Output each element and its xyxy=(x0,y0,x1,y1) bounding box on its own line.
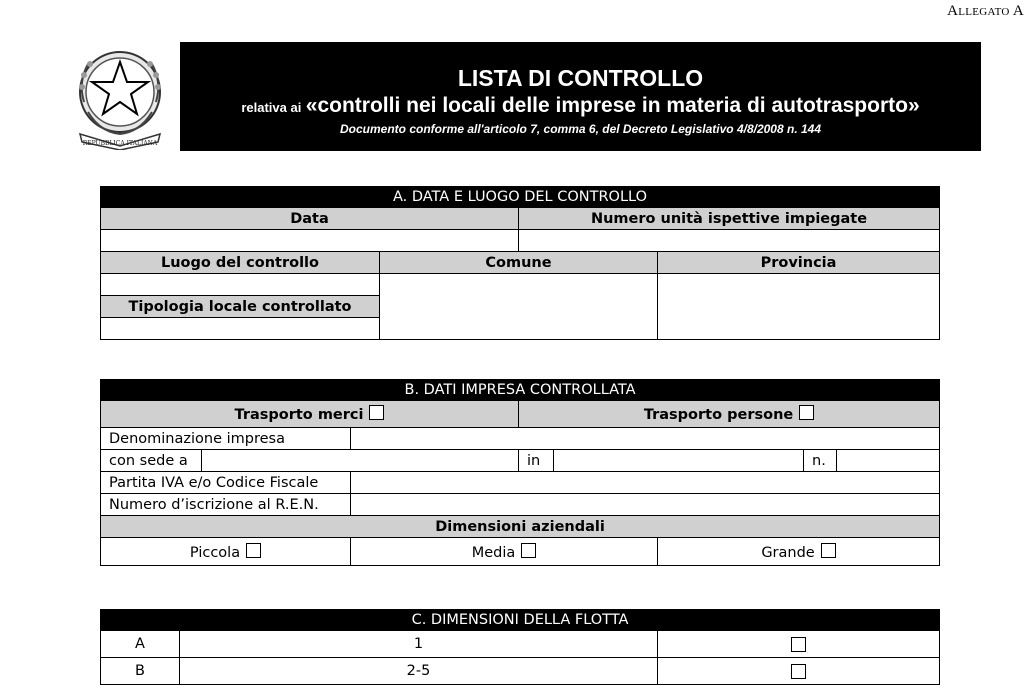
section-c-table xyxy=(100,609,940,685)
media-option xyxy=(351,538,658,566)
n-field[interactable] xyxy=(837,450,940,472)
document-title: LISTA DI CONTROLLO xyxy=(457,65,704,91)
denominazione-label: Denominazione impresa xyxy=(101,428,351,450)
svg-text:REPUBBLICA ITALIANA: REPUBBLICA ITALIANA xyxy=(82,140,158,147)
italian-republic-emblem-icon xyxy=(70,42,170,150)
numero-unita-field[interactable] xyxy=(519,230,940,252)
trasporto-merci-checkbox[interactable] xyxy=(369,405,384,420)
trasporto-merci-option xyxy=(101,401,519,428)
document-subtitle xyxy=(180,93,981,121)
numero-ren-field[interactable] xyxy=(351,494,940,516)
media-label: Media xyxy=(471,544,516,561)
comune-label: Comune xyxy=(380,252,658,274)
section-a-table xyxy=(100,186,940,340)
trasporto-merci-label: Trasporto merci xyxy=(234,407,364,423)
comune-field[interactable] xyxy=(380,274,658,340)
trasporto-persone-checkbox[interactable] xyxy=(799,405,814,420)
fleet-row xyxy=(101,631,940,658)
con-sede-field[interactable] xyxy=(202,450,519,472)
document-header xyxy=(180,42,981,151)
dimensioni-label: Dimensioni aziendali xyxy=(101,516,940,538)
piccola-checkbox[interactable] xyxy=(246,543,261,558)
fleet-letter: B xyxy=(101,658,180,685)
luogo-field[interactable] xyxy=(101,274,380,296)
fleet-option xyxy=(658,631,940,658)
grande-checkbox[interactable] xyxy=(821,543,836,558)
provincia-field[interactable] xyxy=(658,274,940,340)
fleet-option xyxy=(658,658,940,685)
luogo-label: Luogo del controllo xyxy=(101,252,380,274)
tipologia-field[interactable] xyxy=(101,318,380,340)
subtitle-prefix: relativa ai xyxy=(241,100,302,115)
in-field[interactable] xyxy=(554,450,804,472)
trasporto-persone-label: Trasporto persone xyxy=(643,407,794,423)
n-label: n. xyxy=(804,450,837,472)
document-note: Documento conforme all'articolo 7, comma 6, del Decreto Legislativo 4/8/2008 n. 144 xyxy=(339,122,822,136)
provincia-label: Provincia xyxy=(658,252,940,274)
data-field[interactable] xyxy=(101,230,519,252)
in-label: in xyxy=(519,450,554,472)
subtitle-main: «controlli nei locali delle imprese in materia di autotrasporto» xyxy=(305,94,920,117)
section-a-title: A. DATA E LUOGO DEL CONTROLLO xyxy=(101,187,940,208)
trasporto-persone-option xyxy=(519,401,940,428)
fleet-letter: A xyxy=(101,631,180,658)
numero-ren-label: Numero d’iscrizione al R.E.N. xyxy=(101,494,351,516)
con-sede-label: con sede a xyxy=(101,450,202,472)
fleet-range: 1 xyxy=(180,631,658,658)
numero-unita-label: Numero unità ispettive impiegate xyxy=(519,208,940,230)
allegato-label: Allegato A xyxy=(947,3,1024,19)
partita-iva-label: Partita IVA e/o Codice Fiscale xyxy=(101,472,351,494)
fleet-range: 2-5 xyxy=(180,658,658,685)
data-label: Data xyxy=(101,208,519,230)
piccola-label: Piccola xyxy=(189,544,241,561)
fleet-checkbox[interactable] xyxy=(791,637,806,652)
fleet-checkbox[interactable] xyxy=(791,664,806,679)
section-c-title: C. DIMENSIONI DELLA FLOTTA xyxy=(101,610,940,631)
tipologia-label: Tipologia locale controllato xyxy=(101,296,380,318)
grande-label: Grande xyxy=(761,544,815,561)
piccola-option xyxy=(101,538,351,566)
denominazione-field[interactable] xyxy=(351,428,940,450)
section-b-table xyxy=(100,379,940,566)
partita-iva-field[interactable] xyxy=(351,472,940,494)
grande-option xyxy=(658,538,940,566)
media-checkbox[interactable] xyxy=(521,543,536,558)
fleet-row xyxy=(101,658,940,685)
section-b-title: B. DATI IMPRESA CONTROLLATA xyxy=(101,380,940,401)
